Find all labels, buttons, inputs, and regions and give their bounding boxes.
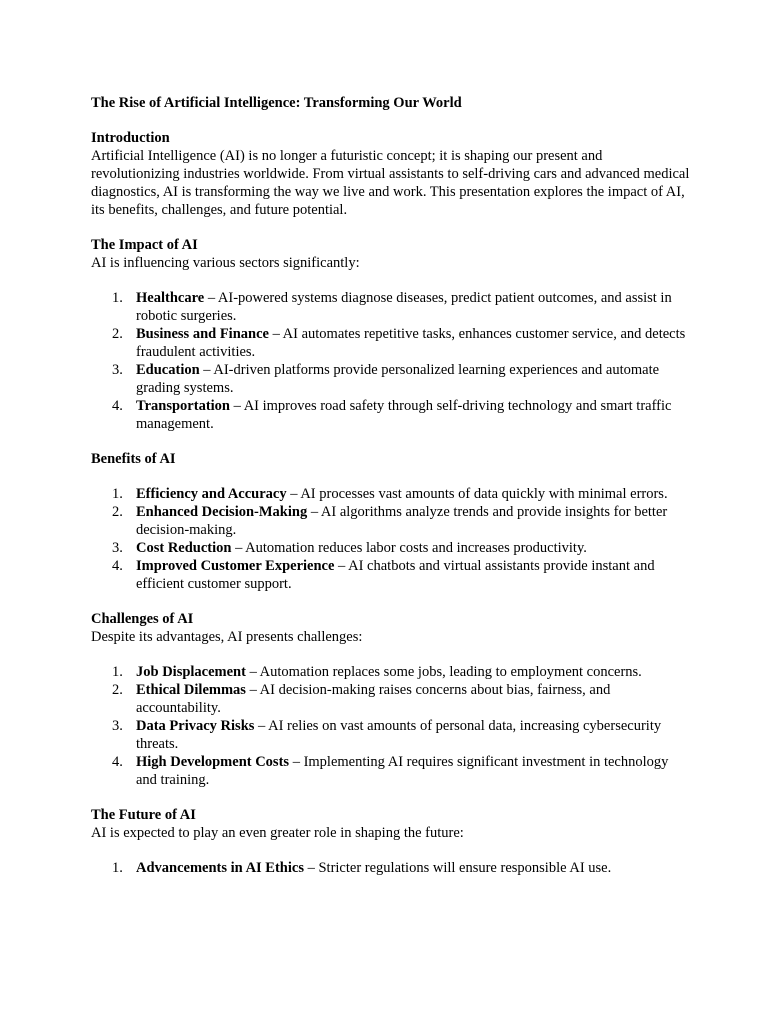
numbered-list: [91, 289, 691, 433]
document-title: The Rise of Artificial Intelligence: Transforming Our World: [91, 95, 462, 111]
list-item-text: – AI-powered systems diagnose diseases, predict patient outcomes, and assist in robotic surgeries.: [136, 290, 672, 324]
list-item-term: Healthcare: [136, 290, 205, 306]
list-item: [91, 289, 691, 325]
section-heading: Benefits of AI: [91, 451, 176, 467]
list-item-number: 2.: [112, 326, 123, 342]
list-item-term: High Development Costs: [136, 754, 290, 770]
section-paragraph: Artificial Intelligence (AI) is no longer a futuristic concept; it is shaping our present and revolutionizing industries worldwide. From virtual assistants to self-driving cars and advanced medical diagnostics, AI is transforming the way we live and work. This presentation explores the impact of AI, its benefits, challenges, and future potential.: [91, 148, 690, 218]
list-item-number: 3.: [112, 540, 123, 556]
section-heading: The Future of AI: [91, 807, 196, 823]
section-paragraph: Despite its advantages, AI presents challenges:: [91, 629, 363, 645]
numbered-list: [91, 663, 691, 789]
list-item-term: Enhanced Decision-Making: [136, 504, 308, 520]
list-item-term: Improved Customer Experience: [136, 558, 335, 574]
document-section: [91, 236, 691, 433]
list-item: [91, 503, 691, 539]
numbered-list: [91, 859, 691, 877]
section-paragraph: AI is expected to play an even greater role in shaping the future:: [91, 825, 464, 841]
list-item-text: – AI processes vast amounts of data quickly with minimal errors.: [286, 486, 668, 502]
list-item-text: – Implementing AI requires significant investment in technology and training.: [136, 754, 669, 788]
list-item-text: – AI-driven platforms provide personalized learning experiences and automate grading systems.: [136, 362, 660, 396]
list-item-number: 1.: [112, 290, 123, 306]
list-item-number: 1.: [112, 486, 123, 502]
list-item-term: Efficiency and Accuracy: [136, 486, 287, 502]
list-item-text: – Automation replaces some jobs, leading to employment concerns.: [245, 664, 642, 680]
document-section: [91, 806, 691, 877]
list-item-text: – AI chatbots and virtual assistants provide instant and efficient customer support.: [136, 558, 655, 592]
list-item-term: Transportation: [136, 398, 230, 414]
list-item-term: Business and Finance: [136, 326, 269, 342]
list-item: [91, 397, 691, 433]
document-section: [91, 450, 691, 593]
list-item: [91, 325, 691, 361]
list-item: [91, 361, 691, 397]
section-heading: The Impact of AI: [91, 237, 198, 253]
list-item-number: 4.: [112, 558, 123, 574]
list-item-text: – AI relies on vast amounts of personal data, increasing cybersecurity threats.: [136, 718, 662, 752]
list-item: [91, 717, 691, 753]
list-item-number: 3.: [112, 362, 123, 378]
list-item-term: Data Privacy Risks: [136, 718, 255, 734]
list-item-number: 1.: [112, 664, 123, 680]
list-item: [91, 485, 691, 503]
document-body: [91, 129, 691, 877]
list-item-text: – AI algorithms analyze trends and provide insights for better decision-making.: [136, 504, 668, 538]
list-item-term: Job Displacement: [136, 664, 246, 680]
list-item-text: – Stricter regulations will ensure responsible AI use.: [303, 860, 612, 876]
list-item-number: 2.: [112, 682, 123, 698]
list-item-text: – AI improves road safety through self-driving technology and smart traffic management.: [136, 398, 672, 432]
list-item-number: 4.: [112, 398, 123, 414]
list-item: [91, 753, 691, 789]
list-item-number: 2.: [112, 504, 123, 520]
section-heading: Introduction: [91, 130, 170, 146]
list-item: [91, 663, 691, 681]
numbered-list: [91, 485, 691, 593]
list-item-term: Cost Reduction: [136, 540, 232, 556]
list-item-term: Education: [136, 362, 200, 378]
section-heading: Challenges of AI: [91, 611, 194, 627]
list-item-number: 4.: [112, 754, 123, 770]
document-page: [91, 94, 691, 894]
document-section: [91, 129, 691, 219]
list-item: [91, 539, 691, 557]
list-item-text: – AI automates repetitive tasks, enhances customer service, and detects fraudulent activities.: [136, 326, 686, 360]
list-item: [91, 681, 691, 717]
list-item: [91, 859, 691, 877]
list-item-term: Advancements in AI Ethics: [136, 860, 304, 876]
list-item-number: 3.: [112, 718, 123, 734]
list-item: [91, 557, 691, 593]
list-item-term: Ethical Dilemmas: [136, 682, 246, 698]
section-paragraph: AI is influencing various sectors significantly:: [91, 255, 360, 271]
document-section: [91, 610, 691, 789]
list-item-number: 1.: [112, 860, 123, 876]
list-item-text: – AI decision-making raises concerns about bias, fairness, and accountability.: [136, 682, 611, 716]
list-item-text: – Automation reduces labor costs and increases productivity.: [231, 540, 587, 556]
